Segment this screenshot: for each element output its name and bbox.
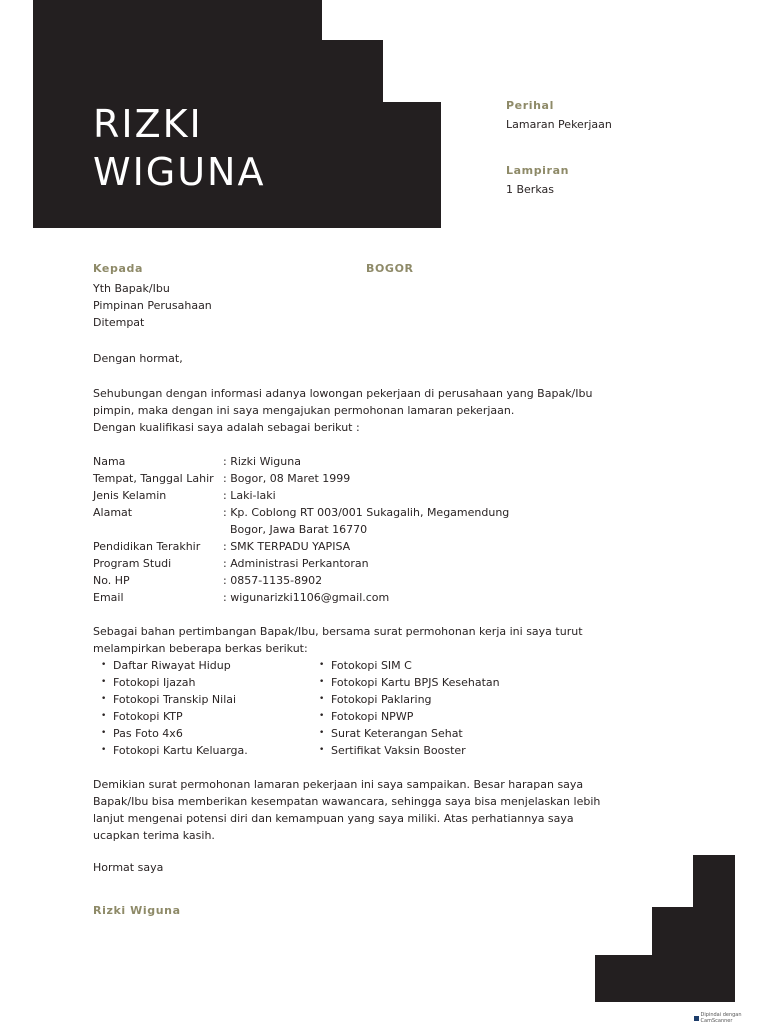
attachment-item: • Sertifikat Vaksin Booster (319, 742, 500, 759)
paragraph-line: Demikian surat permohonan lamaran pekerjaan ini saya sampaikan. Besar harapan saya (93, 778, 584, 791)
lampiran-value: 1 Berkas (506, 183, 554, 196)
attachment-item: • Fotokopi SIM C (319, 657, 500, 674)
attachments-intro (93, 623, 583, 657)
attachment-item: • Surat Keterangan Sehat (319, 725, 500, 742)
detail-row (93, 555, 509, 572)
perihal-value: Lamaran Pekerjaan (506, 118, 612, 131)
detail-row (93, 453, 509, 470)
detail-row (93, 572, 509, 589)
detail-value: : Administrasi Perkantoran (223, 557, 369, 570)
paragraph-line: Dengan kualifikasi saya adalah sebagai berikut : (93, 421, 360, 434)
attachment-item: • Fotokopi Transkip Nilai (101, 691, 248, 708)
paragraph-line: melampirkan beberapa berkas berikut: (93, 642, 308, 655)
detail-row (93, 470, 509, 487)
detail-row (93, 521, 509, 538)
regards-text: Hormat saya (93, 861, 164, 874)
attachment-item: • Fotokopi Ijazah (101, 674, 248, 691)
detail-key: Jenis Kelamin (93, 489, 167, 502)
detail-value: : wigunarizki1106@gmail.com (223, 591, 390, 604)
attachment-item: • Fotokopi Paklaring (319, 691, 500, 708)
detail-key: No. HP (93, 574, 130, 587)
intro-paragraph (93, 385, 592, 436)
name-line-2: WIGUNA (93, 150, 266, 194)
attachment-item: • Pas Foto 4x6 (101, 725, 248, 742)
recipient-address (93, 280, 212, 331)
detail-key: Email (93, 591, 124, 604)
recipient-line: Pimpinan Perusahaan (93, 299, 212, 312)
recipient-label: Kepada (93, 262, 143, 275)
detail-key: Tempat, Tanggal Lahir (93, 472, 214, 485)
detail-value: : Laki-laki (223, 489, 276, 502)
recipient-line: Yth Bapak/Ibu (93, 282, 170, 295)
detail-value: : SMK TERPADU YAPISA (223, 540, 351, 553)
applicant-details (93, 453, 509, 606)
attachment-item: • Fotokopi Kartu Keluarga. (101, 742, 248, 759)
lampiran-label: Lampiran (506, 164, 570, 177)
attachment-item: • Fotokopi Kartu BPJS Kesehatan (319, 674, 500, 691)
detail-value: : Kp. Coblong RT 003/001 Sukagalih, Megamendung (223, 506, 510, 519)
paragraph-line: pimpin, maka dengan ini saya mengajukan permohonan lamaran pekerjaan. (93, 404, 515, 417)
city-label: BOGOR (366, 262, 414, 275)
applicant-name-heading (93, 100, 265, 196)
detail-key: Alamat (93, 506, 133, 519)
perihal-label: Perihal (506, 99, 554, 112)
attachments-list-right (319, 657, 500, 759)
camscanner-logo-icon (694, 1016, 699, 1021)
paragraph-line: lanjut mengenai potensi diri dan kemampuan yang saya miliki. Atas perhatiannya saya (93, 812, 574, 825)
detail-key: Program Studi (93, 557, 172, 570)
name-line-1: RIZKI (93, 102, 203, 146)
detail-row (93, 589, 509, 606)
footer-step-block (595, 955, 653, 1002)
detail-value: : Rizki Wiguna (223, 455, 301, 468)
signature-name: Rizki Wiguna (93, 904, 181, 917)
attachment-item: • Fotokopi KTP (101, 708, 248, 725)
footer-step-block (652, 907, 694, 1002)
detail-value: Bogor, Jawa Barat 16770 (223, 523, 368, 536)
detail-key: Pendidikan Terakhir (93, 540, 201, 553)
detail-row (93, 504, 509, 521)
paragraph-line: Sebagai bahan pertimbangan Bapak/Ibu, bersama surat permohonan kerja ini saya turut (93, 625, 583, 638)
detail-key (93, 521, 223, 538)
detail-value: : Bogor, 08 Maret 1999 (223, 472, 351, 485)
recipient-line: Ditempat (93, 316, 145, 329)
header-step-block (382, 102, 441, 228)
closing-paragraph (93, 776, 600, 844)
attachment-item: • Fotokopi NPWP (319, 708, 500, 725)
detail-key: Nama (93, 455, 126, 468)
paragraph-line: Sehubungan dengan informasi adanya lowongan pekerjaan di perusahaan yang Bapak/Ibu (93, 387, 593, 400)
paragraph-line: ucapkan terima kasih. (93, 829, 215, 842)
footer-step-block (693, 855, 735, 1002)
attachment-item: • Daftar Riwayat Hidup (101, 657, 248, 674)
scanner-note: Dipindai dengan CamScanner (700, 1012, 742, 1024)
detail-value: : 0857-1135-8902 (223, 574, 323, 587)
paragraph-line: Bapak/Ibu bisa memberikan kesempatan wawancara, sehingga saya bisa menjelaskan lebih (93, 795, 601, 808)
scanner-watermark (694, 1012, 768, 1024)
detail-row (93, 538, 509, 555)
detail-row (93, 487, 509, 504)
greeting: Dengan hormat, (93, 352, 183, 365)
header-step-block (321, 40, 383, 228)
attachments-list-left (101, 657, 248, 759)
